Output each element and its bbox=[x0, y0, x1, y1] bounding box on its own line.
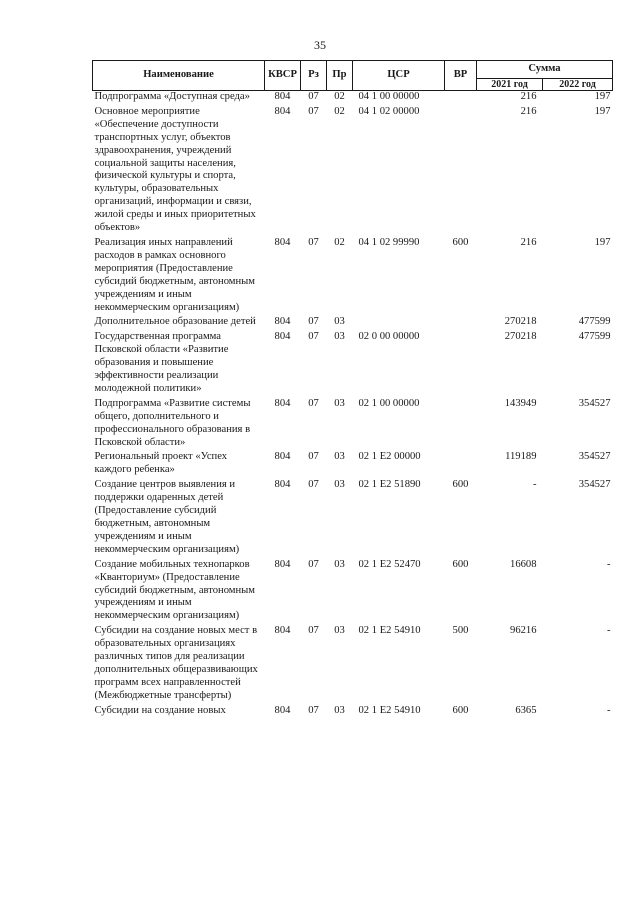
row-name: Государственная программа Псковской области «Развитие образования и повышение эффективности реализации молодежной политики» bbox=[94, 331, 229, 394]
row-sum-2021: 216 bbox=[520, 105, 537, 117]
row-kvsr: 804 bbox=[274, 397, 291, 409]
row-csr: 04 1 02 99990 bbox=[358, 236, 420, 248]
row-pr: 03 bbox=[334, 558, 345, 570]
row-rz: 07 bbox=[308, 625, 319, 637]
row-sum-2022: 354527 bbox=[578, 397, 611, 409]
page-number: 35 bbox=[314, 38, 326, 52]
header-sum: Сумма bbox=[477, 61, 613, 79]
row-sum-2022: 197 bbox=[594, 236, 611, 248]
header-rz: Рз bbox=[301, 61, 327, 91]
row-sum-2022: 197 bbox=[594, 105, 611, 117]
table-row bbox=[93, 106, 613, 237]
row-pr: 03 bbox=[334, 479, 345, 491]
row-csr: 04 1 02 00000 bbox=[358, 105, 420, 117]
row-sum-2021: - bbox=[532, 479, 537, 491]
row-pr: 03 bbox=[334, 331, 345, 343]
row-csr: 04 1 00 00000 bbox=[358, 91, 420, 102]
row-vr bbox=[445, 398, 477, 452]
row-kvsr: 804 bbox=[274, 105, 291, 117]
row-csr: 02 1 E2 51890 bbox=[358, 479, 421, 491]
row-name: Реализация иных направлений расходов в рамках основного мероприятия (Предоставление субсидий бюджетным, автономным учреждениям и иным некоммерческим организациям) bbox=[94, 236, 255, 313]
row-pr: 03 bbox=[334, 704, 345, 716]
row-rz: 07 bbox=[308, 451, 319, 463]
row-vr bbox=[445, 331, 477, 398]
row-vr bbox=[445, 106, 477, 237]
table-row bbox=[93, 625, 613, 704]
table-row bbox=[93, 316, 613, 331]
header-pr: Пр bbox=[327, 61, 353, 91]
row-csr: 02 1 E2 54910 bbox=[358, 704, 421, 716]
row-csr: 02 1 E2 54910 bbox=[358, 625, 421, 637]
row-vr: 600 bbox=[452, 236, 469, 248]
row-kvsr: 804 bbox=[274, 558, 291, 570]
row-csr bbox=[353, 316, 445, 331]
table-row bbox=[93, 451, 613, 479]
row-rz: 07 bbox=[308, 704, 319, 716]
row-rz: 07 bbox=[308, 558, 319, 570]
row-kvsr: 804 bbox=[274, 704, 291, 716]
table-row bbox=[93, 705, 613, 720]
row-vr: 600 bbox=[452, 704, 469, 716]
table-row bbox=[93, 398, 613, 452]
header-csr: ЦСР bbox=[353, 61, 445, 91]
row-kvsr: 804 bbox=[274, 331, 291, 343]
row-sum-2022: 354527 bbox=[578, 479, 611, 491]
row-rz: 07 bbox=[308, 479, 319, 491]
header-kvsr: КВСР bbox=[265, 61, 301, 91]
row-pr: 02 bbox=[334, 91, 345, 102]
row-vr bbox=[445, 91, 477, 106]
row-name: Создание центров выявления и поддержки одаренных детей (Предоставление субсидий бюджетным, автономным учреждениям и иным некоммерческим организациям) bbox=[94, 479, 240, 555]
row-name: Подпрограмма «Развитие системы общего, дополнительного и профессионального образования в Псковской области» bbox=[94, 397, 251, 448]
row-kvsr: 804 bbox=[274, 236, 291, 248]
row-kvsr: 804 bbox=[274, 479, 291, 491]
row-sum-2022: 477599 bbox=[578, 316, 611, 328]
row-sum-2022: 197 bbox=[594, 91, 611, 102]
row-rz: 07 bbox=[308, 316, 319, 328]
row-name: Подпрограмма «Доступная среда» bbox=[94, 91, 250, 102]
row-pr: 03 bbox=[334, 397, 345, 409]
row-name: Субсидии на создание новых мест в образовательных организациях различных типов для реализации дополнительных общеразвивающих программ всех направленностей (Межбюджетные трансферты) bbox=[94, 625, 258, 701]
row-sum-2021: 216 bbox=[520, 91, 537, 102]
row-sum-2022: - bbox=[606, 558, 611, 570]
header-vr: ВР bbox=[445, 61, 477, 91]
row-rz: 07 bbox=[308, 397, 319, 409]
row-kvsr: 804 bbox=[274, 451, 291, 463]
row-vr bbox=[445, 316, 477, 331]
row-csr: 02 0 00 00000 bbox=[358, 331, 420, 343]
row-pr: 03 bbox=[334, 316, 345, 328]
row-name: Основное мероприятие «Обеспечение доступности транспортных услуг, объектов здравоохранения, учреждений социальной защиты населения, физической культуры и спорта, культуры, образовательных организаций, информации и связи, жилой среды и иных приоритетных объектов» bbox=[94, 105, 256, 234]
row-sum-2021: 270218 bbox=[504, 316, 537, 328]
row-sum-2021: 119189 bbox=[505, 451, 537, 463]
row-pr: 03 bbox=[334, 451, 345, 463]
row-vr bbox=[445, 451, 477, 479]
row-sum-2022: - bbox=[606, 625, 611, 637]
row-vr: 600 bbox=[452, 558, 469, 570]
budget-table bbox=[92, 60, 613, 720]
header-year-2022: 2022 год bbox=[543, 79, 613, 91]
row-rz: 07 bbox=[308, 236, 319, 248]
row-kvsr: 804 bbox=[274, 316, 291, 328]
row-sum-2022: - bbox=[606, 704, 611, 716]
row-sum-2021: 270218 bbox=[504, 331, 537, 343]
row-sum-2021: 16608 bbox=[510, 558, 537, 570]
row-vr: 600 bbox=[452, 479, 469, 491]
row-sum-2021: 143949 bbox=[504, 397, 537, 409]
row-csr: 02 1 00 00000 bbox=[358, 397, 420, 409]
row-vr: 500 bbox=[452, 625, 469, 637]
table-row bbox=[93, 237, 613, 316]
row-rz: 07 bbox=[308, 105, 319, 117]
row-pr: 02 bbox=[334, 236, 345, 248]
table-row bbox=[93, 331, 613, 398]
table-row bbox=[93, 559, 613, 626]
table-row bbox=[93, 479, 613, 558]
row-kvsr: 804 bbox=[274, 91, 291, 102]
row-sum-2021: 6365 bbox=[515, 704, 537, 716]
row-sum-2022: 477599 bbox=[578, 331, 611, 343]
table-row bbox=[93, 91, 613, 106]
header-name: Наименование bbox=[93, 61, 265, 91]
row-rz: 07 bbox=[308, 91, 319, 102]
table-header bbox=[93, 61, 613, 91]
row-name: Дополнительное образование детей bbox=[94, 316, 256, 328]
row-pr: 03 bbox=[334, 625, 345, 637]
row-kvsr: 804 bbox=[274, 625, 291, 637]
row-sum-2021: 216 bbox=[520, 236, 537, 248]
row-sum-2022: 354527 bbox=[578, 451, 611, 463]
row-sum-2021: 96216 bbox=[510, 625, 537, 637]
row-csr: 02 1 E2 00000 bbox=[358, 451, 421, 463]
row-pr: 02 bbox=[334, 105, 345, 117]
header-year-2021: 2021 год bbox=[477, 79, 543, 91]
row-name: Региональный проект «Успех каждого ребенка» bbox=[94, 451, 228, 476]
row-name: Создание мобильных технопарков «Кванториум» (Предоставление субсидий бюджетным, автономным учреждениям и иным некоммерческим организациям) bbox=[94, 558, 255, 622]
row-name: Субсидии на создание новых bbox=[94, 704, 226, 716]
row-rz: 07 bbox=[308, 331, 319, 343]
row-csr: 02 1 E2 52470 bbox=[358, 558, 421, 570]
